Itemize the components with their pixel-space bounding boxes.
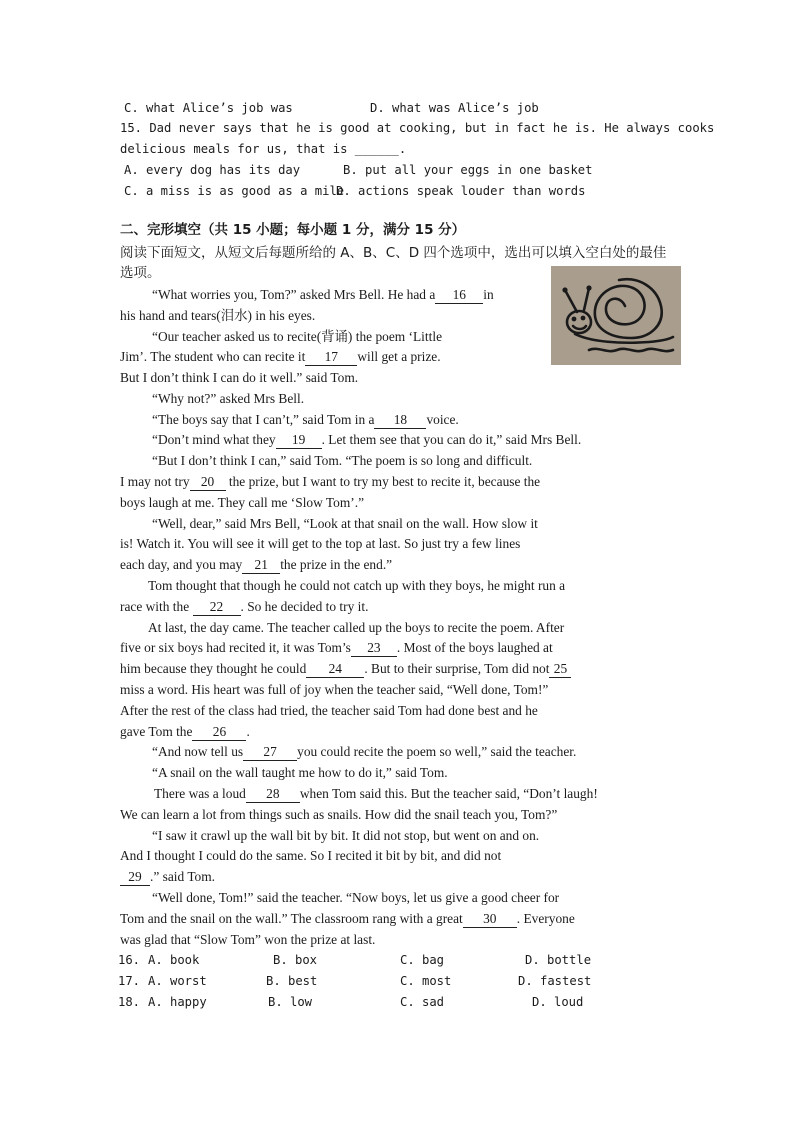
passage-text: voice.: [426, 412, 459, 427]
passage-line: “Well, dear,” said Mrs Bell, “Look at that snail on the wall. How slow it: [152, 516, 538, 531]
passage-text: you could recite the poem so well,” said the teacher.: [297, 744, 577, 759]
question-option: A. book: [148, 953, 200, 967]
passage-line: miss a word. His heart was full of joy when the teacher said, “Well done, Tom!”: [120, 682, 549, 697]
passage-line: “Well done, Tom!” said the teacher. “Now boys, let us give a good cheer for: [152, 890, 560, 905]
passage-line: “A snail on the wall taught me how to do it,” said Tom.: [152, 765, 448, 780]
q15-option-c: C. a miss is as good as a mile: [124, 184, 345, 198]
passage-text: in: [483, 287, 494, 302]
passage-line: [120, 597, 368, 617]
passage-text: .: [246, 724, 250, 739]
passage-text: each day, and you may: [120, 557, 243, 572]
blank-22: 22: [193, 599, 241, 616]
passage-text: . Everyone: [516, 911, 575, 926]
passage-text: . Most of the boys laughed at: [396, 640, 553, 655]
passage-line: [152, 285, 494, 305]
section-instruction-line2: 选项。: [120, 265, 161, 281]
passage-text: the prize, but I want to try my best to recite it, because the: [225, 474, 541, 489]
passage-line: And I thought I could do the same. So I recited it bit by bit, and did not: [120, 848, 502, 863]
question-option: B. best: [266, 974, 318, 988]
blank-29: 29: [120, 869, 150, 886]
blank-30: 30: [463, 911, 517, 928]
passage-line: boys laugh at me. They call me ‘Slow Tom’.”: [120, 495, 365, 510]
section-heading: 二、完形填空（共 15 小题；每小题 1 分，满分 15 分）: [120, 222, 466, 238]
passage-line: But I don’t think I can do it well.” said Tom.: [120, 370, 359, 385]
passage-line: is! Watch it. You will see it will get to the top at last. So just try a few lines: [120, 536, 521, 551]
passage-text: “Don’t mind what they: [152, 432, 276, 447]
blank-21: 21: [242, 557, 280, 574]
passage-line: [152, 430, 581, 450]
passage-line: “Why not?” asked Mrs Bell.: [152, 391, 305, 406]
passage-text: the prize in the end.”: [280, 557, 393, 572]
passage-line: his hand and tears(泪水) in his eyes.: [120, 308, 316, 323]
passage-line: Tom thought that though he could not catch up with they boys, he might run a: [148, 578, 566, 593]
blank-28: 28: [246, 786, 300, 803]
blank-16: 16: [435, 287, 483, 304]
passage-line: was glad that “Slow Tom” won the prize at last.: [120, 932, 376, 947]
question-number: 17.: [118, 974, 141, 988]
passage-line: We can learn a lot from things such as snails. How did the snail teach you, Tom?”: [120, 807, 558, 822]
passage-line: [120, 659, 571, 679]
passage-line: [120, 472, 540, 492]
question-option: D. fastest: [518, 974, 592, 988]
passage-text: There was a loud: [154, 786, 246, 801]
passage-line: [120, 909, 575, 929]
passage-line: [120, 638, 553, 658]
passage-text: I may not try: [120, 474, 190, 489]
q14-option-c: C. what Alice’s job was: [124, 101, 293, 115]
question-option: C. bag: [400, 953, 445, 967]
question-option: B. low: [268, 995, 313, 1009]
snail-icon: [551, 266, 681, 365]
passage-text: “And now tell us: [152, 744, 244, 759]
q15-option-d: D. actions speak louder than words: [336, 184, 586, 198]
passage-line: [120, 722, 250, 742]
q14-option-d: D. what was Alice’s job: [370, 101, 539, 115]
q15-stem-line2: delicious meals for us, that is ______.: [120, 142, 407, 156]
snail-drawing: [551, 266, 681, 365]
q15-option-a: A. every dog has its day: [124, 163, 301, 177]
passage-text: . Let them see that you can do it,” said Mrs Bell.: [321, 432, 582, 447]
blank-26: 26: [192, 724, 246, 741]
passage-text: . But to their surprise, Tom did not: [364, 661, 550, 676]
passage-text: him because they thought he could: [120, 661, 307, 676]
blank-19: 19: [276, 432, 322, 449]
question-option: D. bottle: [525, 953, 592, 967]
question-option: C. most: [400, 974, 452, 988]
question-number: 18.: [118, 995, 141, 1009]
passage-text: five or six boys had recited it, it was Tom’s: [120, 640, 351, 655]
blank-20: 20: [190, 474, 226, 491]
passage-text: will get a prize.: [357, 349, 441, 364]
passage-text: when Tom said this. But the teacher said, “Don’t laugh!: [299, 786, 598, 801]
blank-27: 27: [243, 744, 297, 761]
passage-text: .” said Tom.: [150, 869, 216, 884]
question-option: B. box: [273, 953, 318, 967]
passage-line: [152, 410, 459, 430]
question-option: D. loud: [532, 995, 584, 1009]
blank-25: 25: [549, 661, 571, 678]
passage-text: . So he decided to try it.: [240, 599, 369, 614]
question-number: 16.: [118, 953, 141, 967]
passage-text: “What worries you, Tom?” asked Mrs Bell. He had a: [152, 287, 436, 302]
passage-text: gave Tom the: [120, 724, 193, 739]
blank-24: 24: [306, 661, 364, 678]
passage-text: Tom and the snail on the wall.” The classroom rang with a great: [120, 911, 463, 926]
q15-option-b: B. put all your eggs in one basket: [343, 163, 593, 177]
blank-17: 17: [305, 349, 357, 366]
q15-stem-line1: 15. Dad never says that he is good at cooking, but in fact he is. He always cooks: [120, 121, 715, 135]
passage-text: “The boys say that I can’t,” said Tom in a: [152, 412, 375, 427]
passage-line: [154, 784, 598, 804]
passage-line: “But I don’t think I can,” said Tom. “The poem is so long and difficult.: [152, 453, 533, 468]
question-option: A. worst: [148, 974, 207, 988]
section-instruction-line1: 阅读下面短文，从短文后每题所给的 A、B、C、D 四个选项中，选出可以填入空白处的最佳: [120, 245, 667, 261]
passage-text: race with the: [120, 599, 193, 614]
passage-line: “Our teacher asked us to recite(背诵) the poem ‘Little: [152, 329, 443, 344]
passage-line: [120, 347, 441, 367]
passage-line: [152, 742, 576, 762]
question-option: A. happy: [148, 995, 207, 1009]
question-option: C. sad: [400, 995, 445, 1009]
passage-line: [120, 867, 215, 887]
passage-line: [120, 555, 392, 575]
passage-line: “I saw it crawl up the wall bit by bit. It did not stop, but went on and on.: [152, 828, 540, 843]
blank-18: 18: [374, 412, 426, 429]
passage-line: At last, the day came. The teacher called up the boys to recite the poem. After: [148, 620, 565, 635]
blank-23: 23: [351, 640, 397, 657]
passage-text: Jim’. The student who can recite it: [120, 349, 306, 364]
passage-line: After the rest of the class had tried, the teacher said Tom had done best and he: [120, 703, 538, 718]
